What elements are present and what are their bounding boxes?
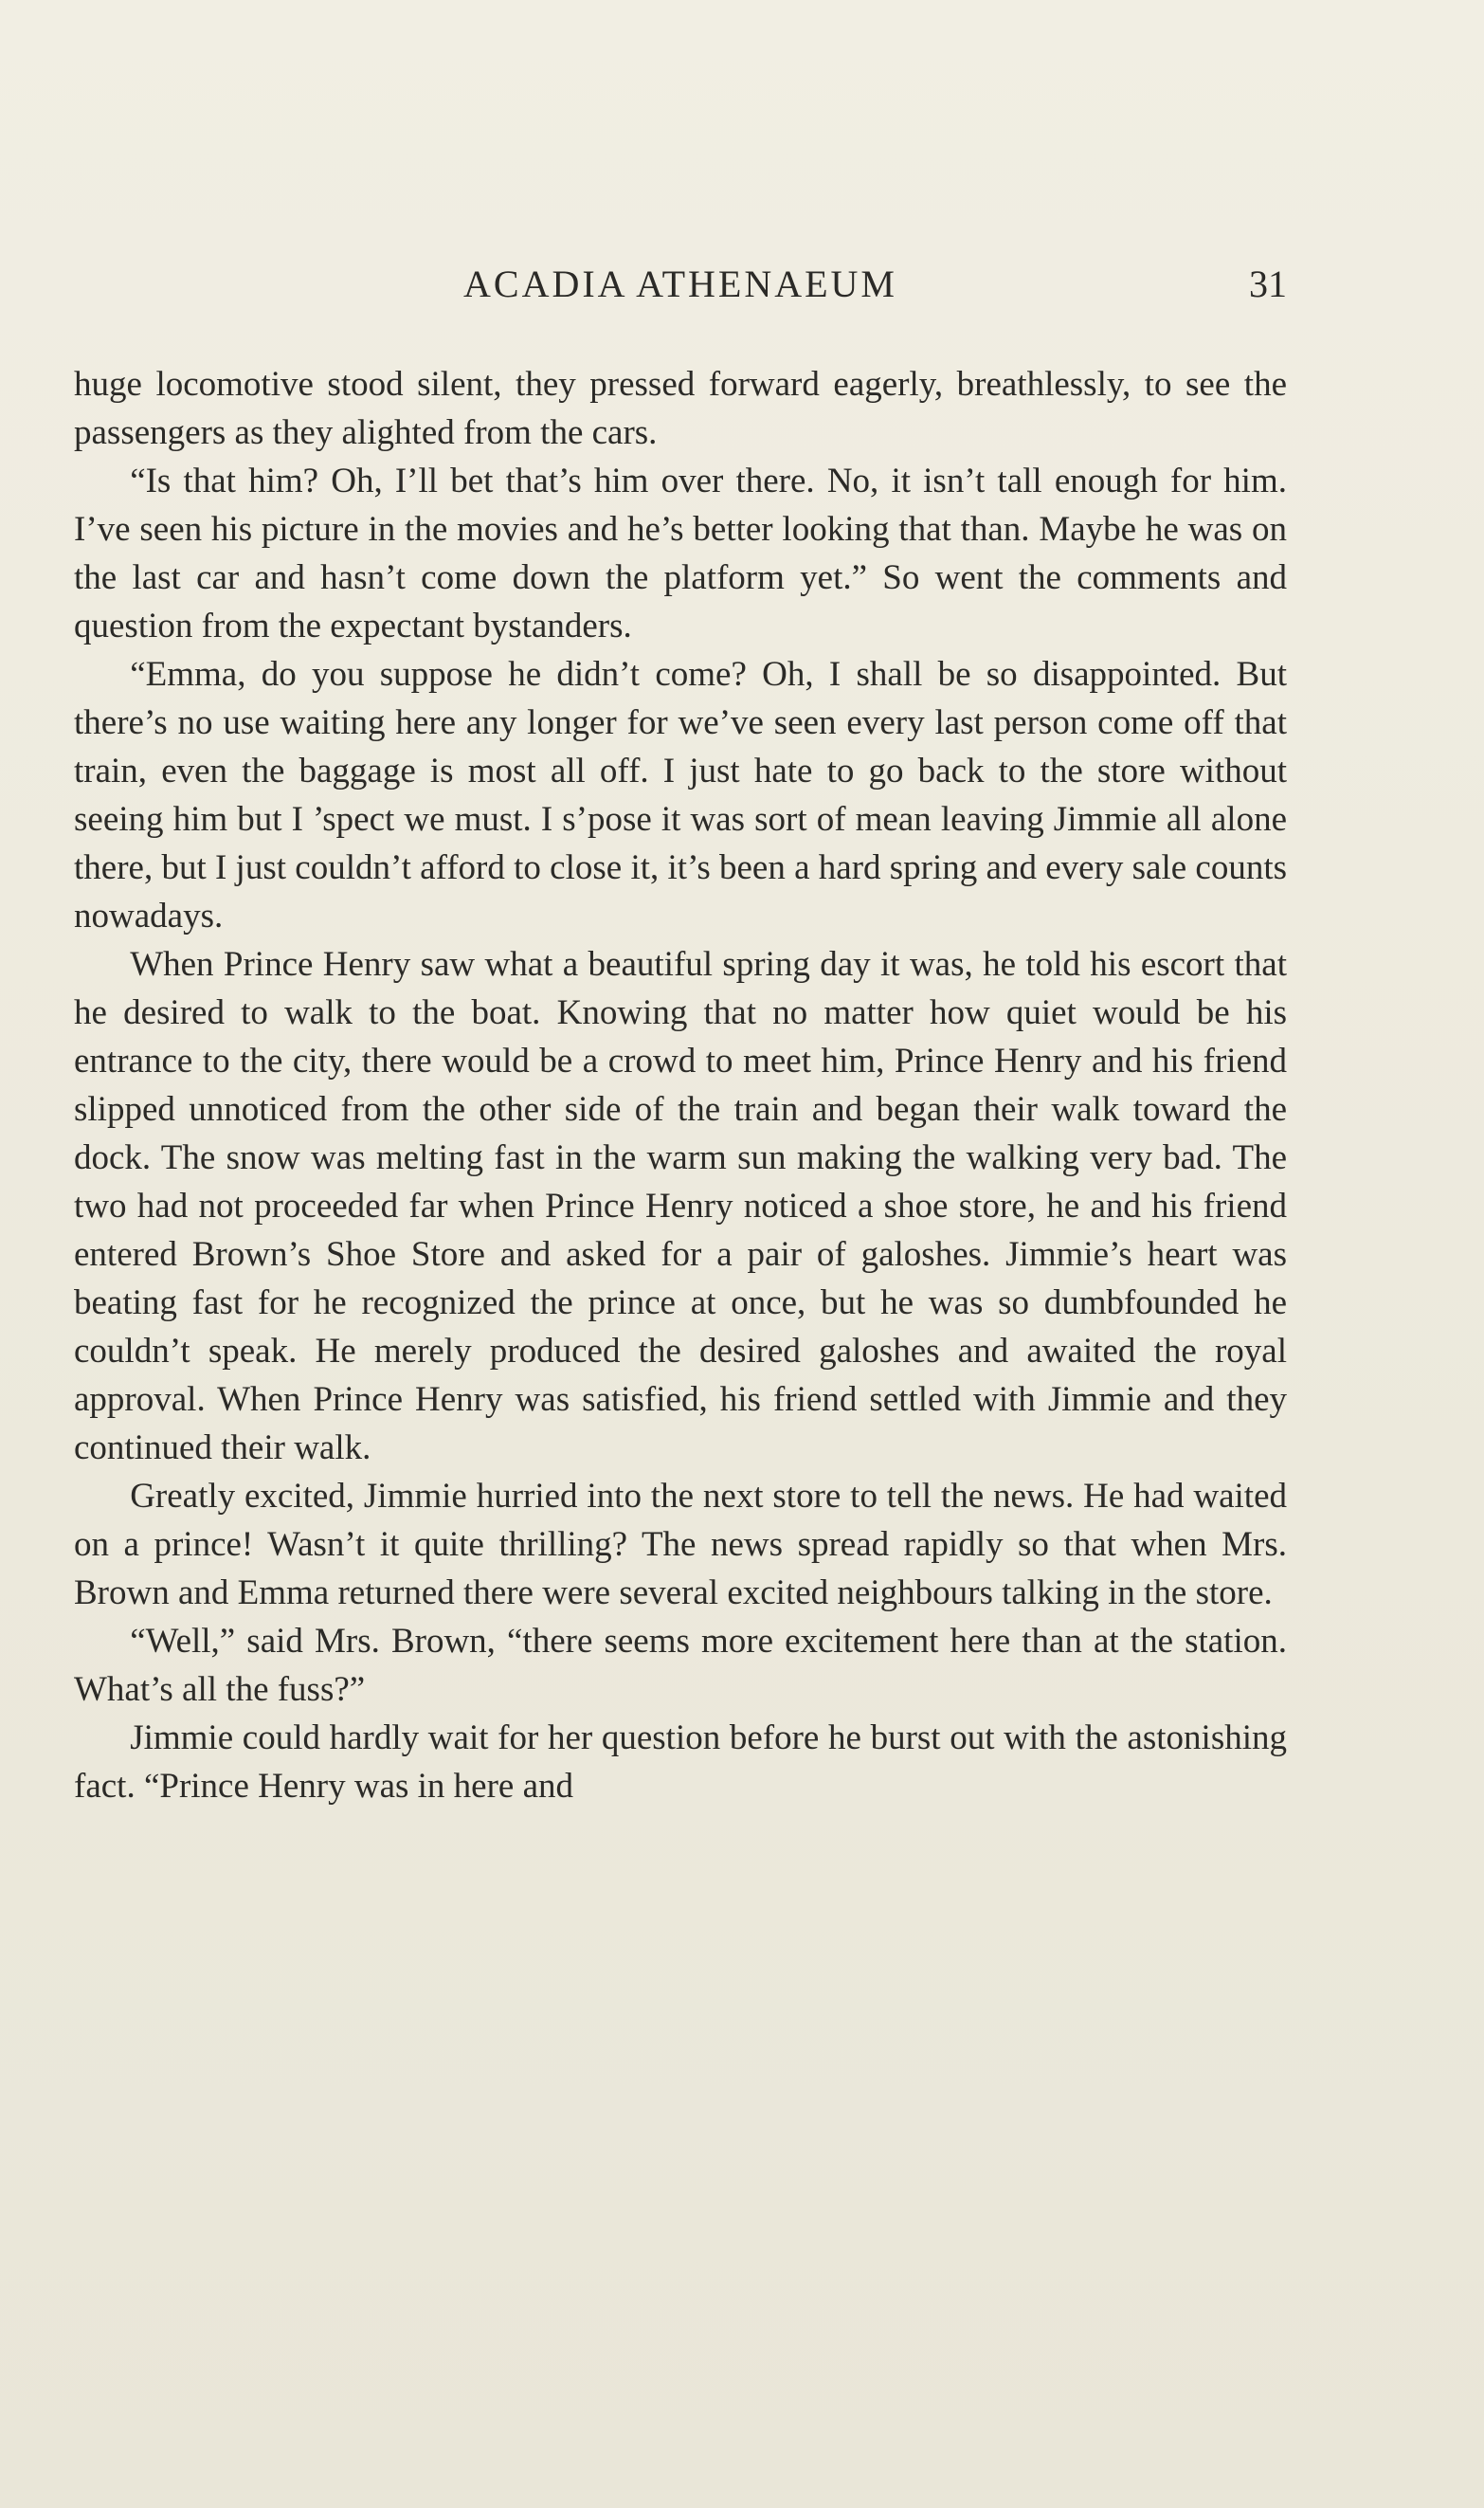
running-head: ACADIA ATHENAEUM	[463, 263, 897, 305]
paragraph: “Is that him? Oh, I’ll bet that’s him over there. No, it isn’t tall enough for him. I’ve seen his picture in the movies and he’s better looking that than. Maybe he was on the last car and hasn’t come down the platform yet.” So went the comments and question from the expectant bystanders.	[74, 462, 1287, 645]
paragraph: Jimmie could hardly wait for her question before he burst out with the astonishing fact. “Prince Henry was in here and	[74, 1718, 1287, 1806]
page-header	[74, 256, 1287, 313]
paragraph: “Well,” said Mrs. Brown, “there seems more excitement here than at the station. What’s all the fuss?”	[74, 1622, 1287, 1709]
paragraph: huge locomotive stood silent, they pressed forward eagerly, breathlessly, to see the passengers as they alighted from the cars.	[74, 365, 1287, 452]
paragraph: “Emma, do you suppose he didn’t come? Oh, I shall be so disappointed. But there’s no use waiting here any longer for we’ve seen every last person come off that train, even the baggage is most all off. I just hate to go back to the store without seeing him but I ’spect we must. I s’pose it was sort of mean leaving Jimmie all alone there, but I just couldn’t afford to close it, it’s been a hard spring and every sale counts nowadays.	[74, 655, 1287, 936]
paragraph: Greatly excited, Jimmie hurried into the next store to tell the news. He had waited on a prince! Wasn’t it quite thrilling? The news spread rapidly so that when Mrs. Brown and Emma returned there were several excited neighbours talking in the store.	[74, 1477, 1287, 1612]
page-body	[74, 360, 1287, 1810]
paragraph: When Prince Henry saw what a beautiful spring day it was, he told his escort that he desired to walk to the boat. Knowing that no matter how quiet would be his entrance to the city, there would be a crowd to meet him, Prince Henry and his friend slipped unnoticed from the other side of the train and began their walk toward the dock. The snow was melting fast in the warm sun making the walking very bad. The two had not proceeded far when Prince Henry noticed a shoe store, he and his friend entered Brown’s Shoe Store and asked for a pair of galoshes. Jimmie’s heart was beating fast for he recognized the prince at once, but he was so dumbfounded he couldn’t speak. He merely produced the desired galoshes and awaited the royal approval. When Prince Henry was satisfied, his friend settled with Jimmie and they continued their walk.	[74, 945, 1287, 1467]
page-number: 31	[1249, 263, 1287, 305]
